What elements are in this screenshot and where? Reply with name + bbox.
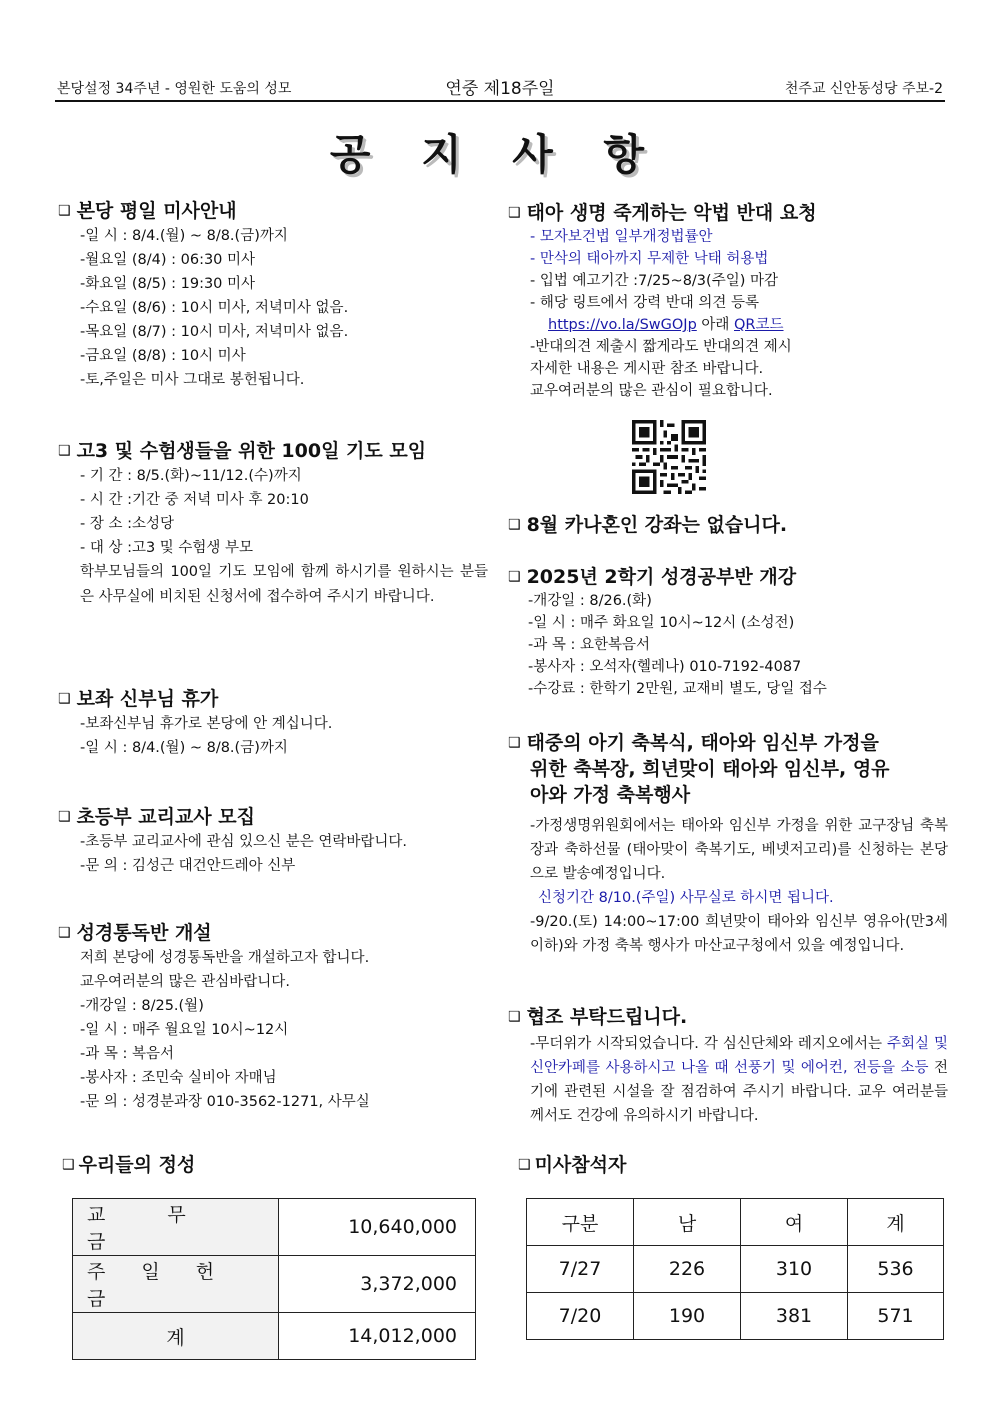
list-item: -문 의 : 김성근 대건안드레아 신부 — [80, 858, 296, 874]
attendance-table — [526, 1198, 944, 1340]
list-item: - 해당 링트에서 강력 반대 의견 등록 — [530, 295, 759, 311]
section-100day-prayer — [58, 438, 488, 610]
list-item: - 시 간 :기간 중 저녁 미사 후 20:10 — [80, 492, 309, 508]
section-heading: 8월 카나혼인 강좌는 없습니다. — [526, 514, 788, 536]
square-bullet-icon: ❑ — [58, 443, 71, 459]
section-heading: 본당 평일 미사안내 — [76, 200, 237, 222]
square-bullet-icon: ❑ — [58, 925, 71, 941]
list-item: - 장 소 :소성당 — [80, 516, 174, 532]
list-item: -수요일 (8/6) : 10시 미사, 저녁미사 없음. — [80, 300, 349, 316]
table-header-cell: 남 — [634, 1199, 741, 1246]
list-item: -봉사자 : 오석자(헬레나) 010-7192-4087 — [528, 659, 802, 675]
table-header-cell: 여 — [741, 1199, 848, 1246]
square-bullet-icon: ❑ — [508, 1009, 521, 1025]
section-bible-reading — [58, 920, 488, 1114]
list-item: - 입법 예고기간 :7/25~8/3(주일) 마감 — [530, 273, 778, 289]
square-bullet-icon: ❑ — [58, 809, 71, 825]
list-item: -문 의 : 성경분과장 010-3562-1271, 사무실 — [80, 1094, 370, 1110]
section-heading-cont: 위한 축복장, 희년맞이 태아와 임신부, 영유 — [530, 758, 890, 780]
section-baby-blessing — [508, 730, 948, 958]
table-cell: 310 — [741, 1246, 848, 1293]
offering-table — [72, 1198, 476, 1360]
table-row — [527, 1293, 944, 1340]
section-cana-marriage — [508, 512, 948, 538]
attendance-title-text: 미사참석자 — [534, 1154, 627, 1176]
table-cell-value: 14,012,000 — [279, 1313, 476, 1360]
table-cell: 536 — [848, 1246, 944, 1293]
header-right: 천주교 신안동성당 주보-2 — [784, 81, 943, 97]
square-bullet-icon: ❑ — [508, 735, 521, 751]
section-fetal-life — [508, 200, 948, 402]
section-heading-cont: 아와 가정 축복행사 — [530, 784, 691, 806]
section-priest-vacation — [58, 686, 488, 760]
section-heading: 2025년 2학기 성경공부반 개강 — [526, 566, 797, 588]
list-item: -과 목 : 요한복음서 — [528, 637, 650, 653]
page-title: 공 지 사 항 — [329, 130, 663, 179]
list-item: -금요일 (8/8) : 10시 미사 — [80, 348, 246, 364]
list-item: - 모자보건법 일부개정법률안 — [530, 229, 713, 245]
header-left: 본당설정 34주년 - 영원한 도움의 성모 — [57, 81, 292, 97]
section-paragraph: -가정생명위원회에서는 태아와 임신부 가정을 위한 교구장님 축복장과 축하선물 (태아맞이 축복기도, 베넷저고리)를 신청하는 본당으로 발송예정입니다. — [530, 818, 948, 882]
section-teacher-recruit — [58, 804, 488, 878]
section-paragraph — [508, 1032, 948, 1128]
qr-code-icon[interactable] — [632, 420, 706, 494]
table-cell-label: 주 일 헌 금 — [73, 1256, 279, 1313]
table-header-cell: 구분 — [527, 1199, 634, 1246]
list-item: -목요일 (8/7) : 10시 미사, 저녁미사 없음. — [80, 324, 349, 340]
offering-title-text: 우리들의 정성 — [78, 1154, 196, 1176]
section-paragraph: 학부모님들의 100일 기도 모임에 함께 하시기를 원하시는 분들은 사무실에 비치된 신청서에 접수하여 주시기 바랍니다. — [80, 564, 488, 605]
table-row — [73, 1313, 476, 1360]
paragraph-text: -무더위가 시작되었습니다. 각 심신단체와 레지오에서는 — [530, 1036, 887, 1052]
table-cell: 226 — [634, 1246, 741, 1293]
table-cell: 190 — [634, 1293, 741, 1340]
section-paragraph: -9/20.(토) 14:00~17:00 희년맞이 태아와 임신부 영유아(만3세이하)와 가정 축복 행사가 마산교구청에서 있을 예정입니다. — [530, 914, 948, 954]
square-bullet-icon: ❑ — [58, 691, 71, 707]
header-center: 연중 제18주일 — [445, 79, 555, 99]
link-suffix: 아래 — [696, 317, 735, 333]
table-cell-label: 교 무 금 — [73, 1199, 279, 1256]
list-item: -토,주일은 미사 그대로 봉헌됩니다. — [80, 372, 305, 388]
paragraph-text: 전기에 관련된 시설을 잘 점검하여 주시기 바랍니다. 교우 여러분들께서도 건강에 유의하시기 바랍니다. — [530, 1060, 949, 1124]
section-heading: 보좌 신부님 휴가 — [76, 688, 219, 710]
list-item: - 기 간 : 8/5.(화)~11/12.(수)까지 — [80, 468, 302, 484]
section-heading: 성경통독반 개설 — [76, 922, 212, 944]
table-cell: 571 — [848, 1293, 944, 1340]
list-item: -봉사자 : 조민숙 실비아 자매님 — [80, 1070, 277, 1086]
attendance-title — [518, 1150, 626, 1177]
table-header-row — [527, 1199, 944, 1246]
list-item: - 만삭의 태아까지 무제한 낙태 허용법 — [530, 251, 769, 267]
table-header-cell: 계 — [848, 1199, 944, 1246]
list-item: -반대의견 제출시 짧게라도 반대의견 제시 — [530, 339, 792, 355]
list-item: -개강일 : 8/25.(월) — [80, 998, 204, 1014]
square-bullet-icon: ❑ — [62, 1157, 75, 1173]
table-cell-label: 계 — [73, 1313, 279, 1360]
section-heading: 초등부 교리교사 모집 — [76, 806, 255, 828]
square-bullet-icon: ❑ — [518, 1157, 531, 1173]
section-heading: 고3 및 수험생들을 위한 100일 기도 모임 — [76, 440, 427, 462]
list-item: 교우여러분의 많은 관심이 필요합니다. — [530, 383, 773, 399]
petition-link[interactable]: https://vo.la/SwGOJp — [548, 317, 697, 333]
list-item: - 대 상 :고3 및 수험생 부모 — [80, 540, 254, 556]
square-bullet-icon: ❑ — [58, 203, 71, 219]
list-item: -수강료 : 한학기 2만원, 교재비 별도, 당일 접수 — [528, 681, 827, 697]
section-bible-study — [508, 564, 948, 700]
square-bullet-icon: ❑ — [508, 569, 521, 585]
list-item: 자세한 내용은 게시판 참조 바랍니다. — [530, 361, 764, 377]
list-item: -초등부 교리교사에 관심 있으신 분은 연락바랍니다. — [80, 834, 408, 850]
table-cell: 381 — [741, 1293, 848, 1340]
qr-code-link[interactable]: QR코드 — [734, 317, 784, 333]
list-item: 교우여러분의 많은 관심바랍니다. — [80, 974, 290, 990]
table-cell-value: 3,372,000 — [279, 1256, 476, 1313]
list-item: -일 시 : 매주 월요일 10시~12시 — [80, 1022, 289, 1038]
table-row — [527, 1246, 944, 1293]
list-item: -과 목 : 복음서 — [80, 1046, 174, 1062]
section-weekday-mass — [58, 198, 488, 392]
table-cell-value: 10,640,000 — [279, 1199, 476, 1256]
list-item: -보좌신부님 휴가로 본당에 안 계십니다. — [80, 716, 333, 732]
list-item — [508, 314, 948, 336]
list-item: -일 시 : 매주 화요일 10시~12시 (소성전) — [528, 615, 795, 631]
list-item: -월요일 (8/4) : 06:30 미사 — [80, 252, 256, 268]
paragraph-highlight: 주회실 및 신안카페를 사용하시고 나올 때 선풍기 및 에어컨, 전등을 소등 — [530, 1036, 949, 1076]
application-period: 신청기간 8/10.(주일) 사무실로 하시면 됩니다. — [538, 890, 834, 906]
bulletin-header — [55, 74, 945, 102]
table-cell: 7/27 — [527, 1246, 634, 1293]
square-bullet-icon: ❑ — [508, 517, 521, 533]
list-item: -화요일 (8/5) : 19:30 미사 — [80, 276, 256, 292]
list-item: -일 시 : 8/4.(월) ~ 8/8.(금)까지 — [80, 228, 288, 244]
offering-title — [62, 1150, 195, 1177]
table-cell: 7/20 — [527, 1293, 634, 1340]
table-row — [73, 1256, 476, 1313]
square-bullet-icon: ❑ — [508, 205, 521, 221]
table-row — [73, 1199, 476, 1256]
section-heading: 태중의 아기 축복식, 태아와 임신부 가정을 — [526, 732, 879, 754]
section-heading: 협조 부탁드립니다. — [526, 1006, 688, 1028]
section-heading: 태아 생명 죽게하는 악법 반대 요청 — [526, 202, 817, 224]
section-cooperation — [508, 1004, 948, 1128]
list-item: 저희 본당에 성경통독반을 개설하고자 합니다. — [80, 950, 370, 966]
list-item: -일 시 : 8/4.(월) ~ 8/8.(금)까지 — [80, 740, 288, 756]
list-item: -개강일 : 8/26.(화) — [528, 593, 652, 609]
